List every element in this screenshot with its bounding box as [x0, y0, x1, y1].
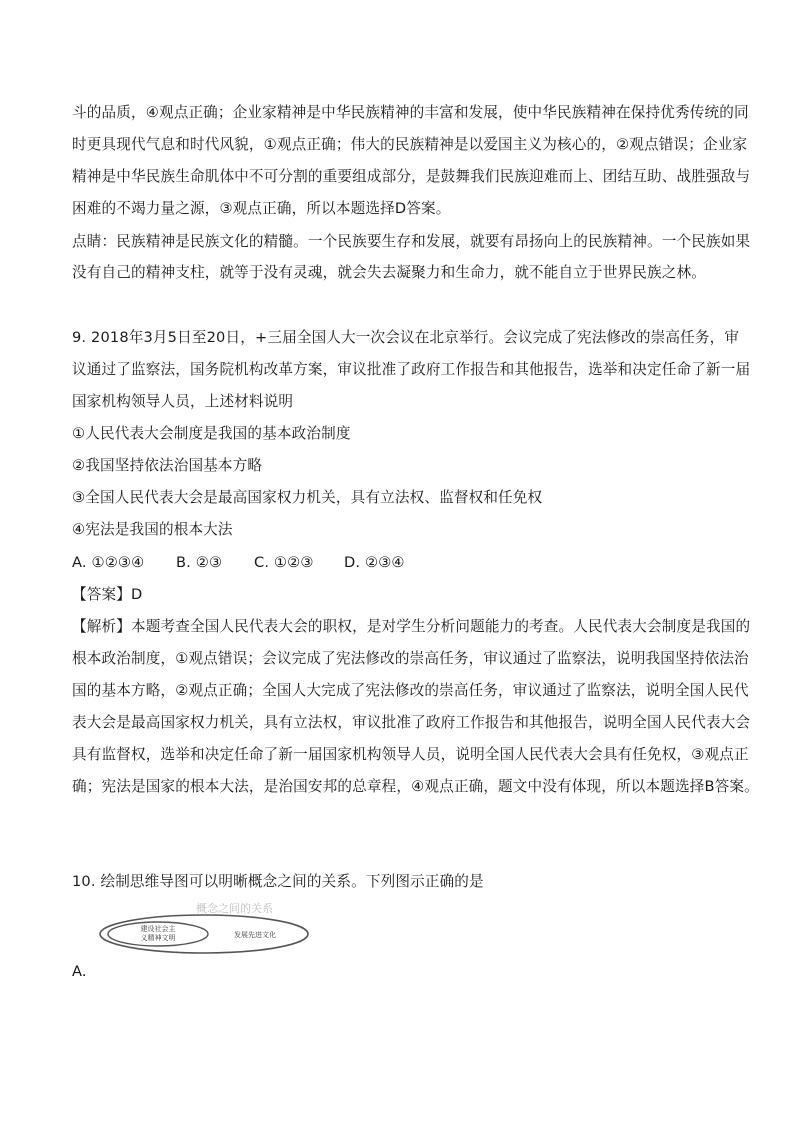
- option-d: D. ②③④: [344, 554, 405, 571]
- q9-statement: ④宪法是我国的根本大法: [72, 521, 233, 538]
- paragraph-line: 困难的不竭力量之源，③观点正确，所以本题选择D答案。: [72, 200, 451, 217]
- paragraph-line: 斗的品质，④观点正确；企业家精神是中华民族精神的丰富和发展，使中华民族精神在保持优秀传统的同: [72, 104, 749, 121]
- q9-answer: 【答案】D: [72, 586, 143, 603]
- outer-text: 发展先进文化: [234, 931, 276, 939]
- paragraph-line: 时更具现代气息和时代风貌，①观点正确；伟大的民族精神是以爱国主义为核心的，②观点错误；企业家: [72, 136, 748, 153]
- q9-stem-line: 议通过了监察法，国务院机构改革方案，审议批准了政府工作报告和其他报告，选举和决定任命了新一届: [72, 361, 751, 378]
- option-b: B. ②③: [176, 554, 223, 571]
- inner-text: 建设社会主: [140, 925, 176, 933]
- q9-stem-line: 9. 2018年3月5日至20日，+三届全国人大一次会议在北京举行。会议完成了宪法修改的崇高任务，审: [72, 329, 740, 346]
- inner-text: 义精神文明: [140, 934, 176, 942]
- concept-diagram-a: [96, 900, 328, 956]
- option-a: A. ①②③④: [72, 554, 145, 571]
- q9-analysis-line: 确；宪法是国家的根本大法，是治国安邦的总章程，④观点正确，题文中没有体现，所以本题选择B答案。: [72, 778, 759, 795]
- q9-statement: ③全国人民代表大会是最高国家权力机关，具有立法权、监督权和任免权: [72, 489, 543, 506]
- tip-line: 没有自己的精神支柱，就等于没有灵魂，就会失去凝聚力和生命力，就不能自立于世界民族之林。: [72, 264, 706, 281]
- q9-statement: ①人民代表大会制度是我国的基本政治制度: [72, 425, 351, 442]
- q9-statement: ②我国坚持依法治国基本方略: [72, 457, 263, 474]
- paragraph-line: 精神是中华民族生命肌体中不可分割的重要组成部分，是鼓舞我们民族迎难而上、团结互助、战胜强敌与: [72, 168, 751, 185]
- q9-analysis-line: 【解析】本题考查全国人民代表大会的职权，是对学生分析问题能力的考查。人民代表大会制度是我国的: [72, 618, 751, 635]
- q9-analysis-line: 国的基本方略，②观点正确；全国人大完成了宪法修改的崇高任务，审议通过了监察法，说明全国人民代: [72, 682, 749, 699]
- q9-stem-line: 国家机构领导人员，上述材料说明: [72, 393, 294, 410]
- outer-ellipse: [100, 915, 308, 953]
- q9-analysis-line: 表大会是最高国家权力机关，具有立法权，审议批准了政府工作报告和其他报告，说明全国人民代表大会: [72, 714, 751, 731]
- q9-analysis-line: 具有监督权，选举和决定任命了新一届国家机构领导人员，说明全国人民代表大会具有任免权，③观点正: [72, 746, 749, 763]
- option-c: C. ①②③: [254, 554, 314, 571]
- q9-analysis-line: 根本政治制度，①观点错误；会议完成了宪法修改的崇高任务，审议通过了监察法，说明我国坚持依法治: [72, 650, 749, 667]
- diagram-top-text: 概念之间的关系: [196, 902, 273, 915]
- q9-options: [72, 553, 405, 573]
- q10-option-a: A.: [72, 963, 87, 980]
- tip-line: 点睛：民族精神是民族文化的精髓。一个民族要生存和发展，就要有昂扬向上的民族精神。一个民族如果: [72, 233, 751, 250]
- q10-stem: 10. 绘制思维导图可以明晰概念之间的关系。下列图示正确的是: [72, 873, 484, 890]
